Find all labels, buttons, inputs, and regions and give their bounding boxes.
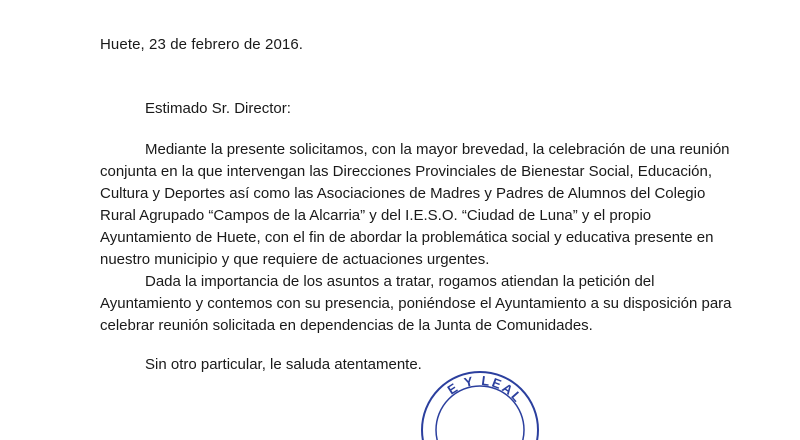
body-paragraph-1: Mediante la presente solicitamos, con la mayor brevedad, la celebración de una reunión conjunta en la que intervengan las Direcciones Provinciales de Bienestar Social, Educación, Cultura y Deportes así como las Asociaciones de Madres y Padres de Alumnos del Colegio Rural Agrupado “Campos de la Alcarria” y del I.E.S.O. “Ciudad de Luna” y el propio Ayuntamiento de Huete, con el fin de abordar la problemática social y educativa presente en nuestro municipio y que requiere de actuaciones urgentes. — [100, 141, 730, 268]
body-paragraph-2: Dada la importancia de los asuntos a tratar, rogamos atiendan la petición del Ayuntamiento y contemos con su presencia, poniéndose el Ayuntamiento a su disposición para celebrar reunión solicitada en dependencias de la Junta de Comunidades. — [100, 273, 732, 334]
salutation: Estimado Sr. Director: — [145, 100, 291, 117]
seal-text: E Y LEAL — [444, 372, 527, 406]
official-seal-stamp — [410, 360, 540, 440]
date-line: Huete, 23 de febrero de 2016. — [100, 36, 304, 53]
closing-line: Sin otro particular, le saluda atentamente. — [145, 356, 422, 373]
